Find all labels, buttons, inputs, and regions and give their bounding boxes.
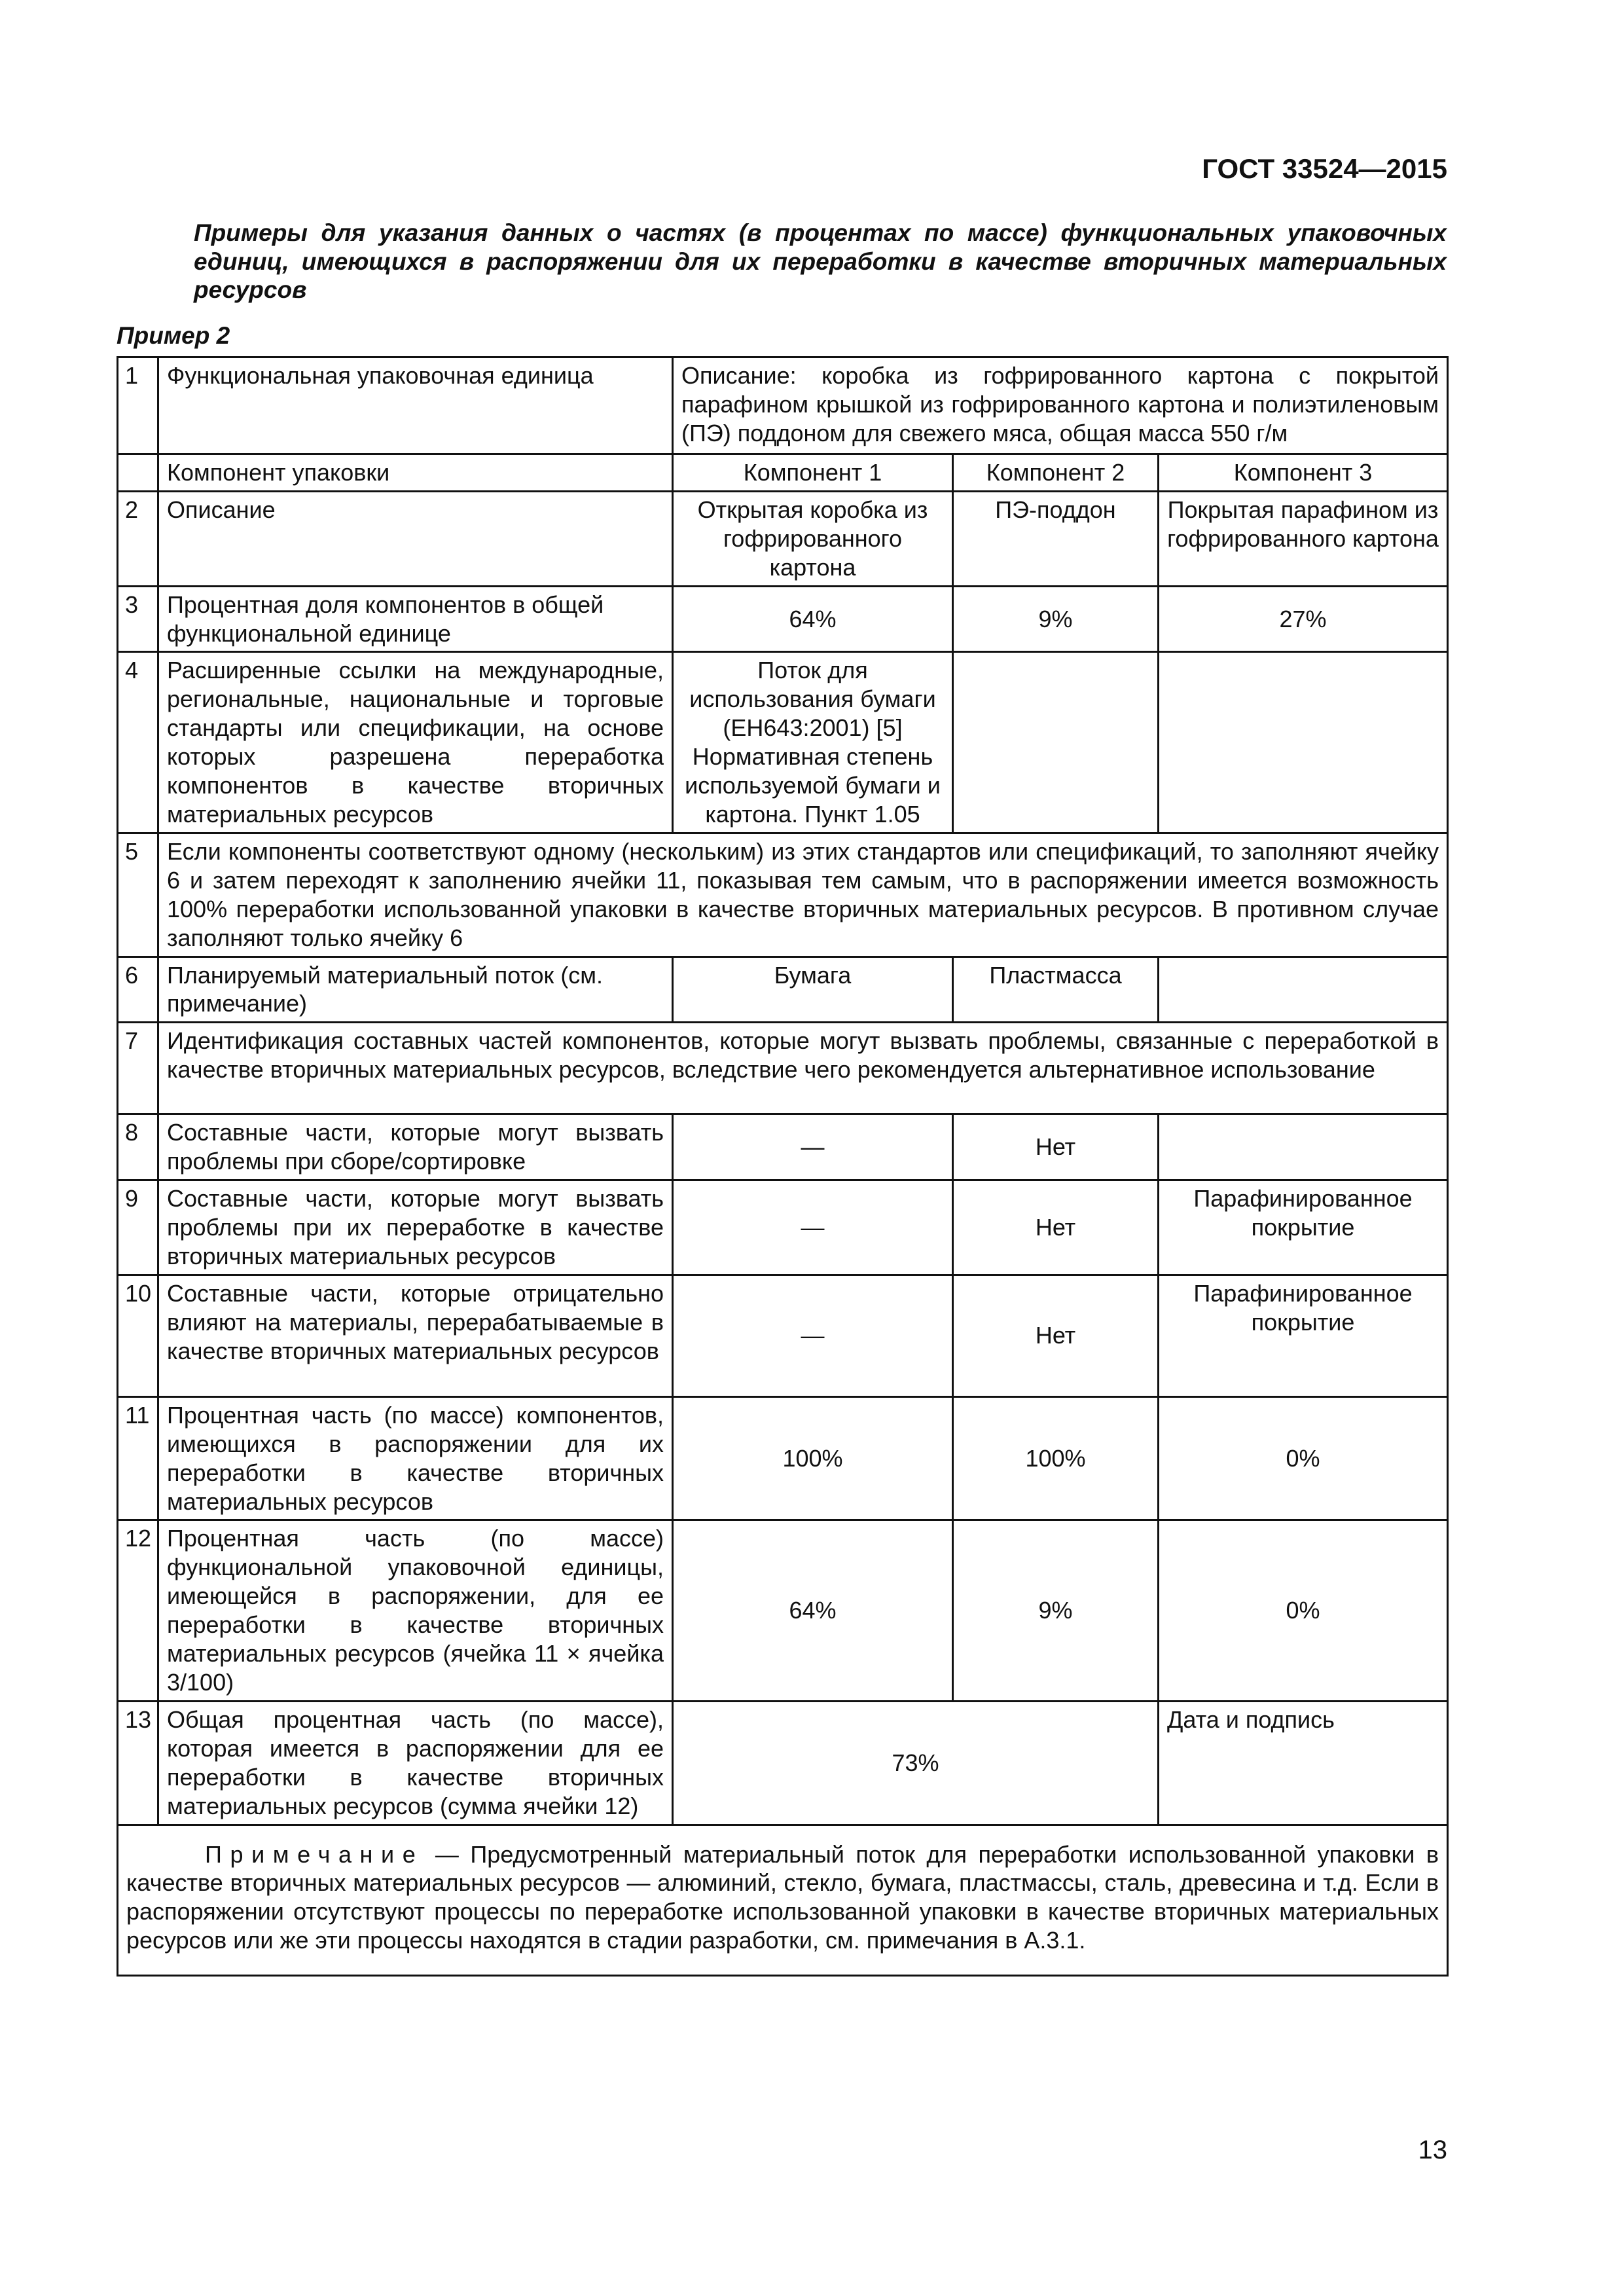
cell-c1: Поток для использования бумаги (ЕН643:2001) [5] Нормативная степень используемой бумаги и картона. Пункт 1.05	[673, 652, 953, 833]
cell-c1: —	[673, 1180, 953, 1275]
row-label: Планируемый материальный поток (см. примечание)	[158, 957, 673, 1023]
row-number: 7	[118, 1023, 158, 1114]
row-label: Составные части, которые отрицательно влияют на материалы, перерабатываемые в качестве вторичных материальных ресурсов	[158, 1275, 673, 1396]
table-row	[118, 833, 1448, 957]
row-number: 2	[118, 491, 158, 586]
cell-c3: 0%	[1159, 1520, 1448, 1701]
table-row	[118, 1701, 1448, 1825]
row-number: 9	[118, 1180, 158, 1275]
table-row	[118, 1180, 1448, 1275]
cell-c2: Нет	[953, 1180, 1159, 1275]
cell-c1: Бумага	[673, 957, 953, 1023]
table-row	[118, 652, 1448, 833]
cell-c2: Нет	[953, 1114, 1159, 1180]
component-header-label: Компонент упаковки	[158, 454, 673, 492]
cell-c1: 64%	[673, 1520, 953, 1701]
row-number: 11	[118, 1396, 158, 1520]
table-row	[118, 586, 1448, 652]
cell-c1: 100%	[673, 1396, 953, 1520]
unit-description: Описание: коробка из гофрированного картона с покрытой парафином крышкой из гофрированного картона и полиэтиленовым (ПЭ) поддоном для свежего мяса, общая масса 550 г/м	[673, 357, 1448, 454]
cell-c1: —	[673, 1114, 953, 1180]
row-label: Составные части, которые могут вызвать проблемы при их переработке в качестве вторичных материальных ресурсов	[158, 1180, 673, 1275]
cell-c1: —	[673, 1275, 953, 1396]
row-label: Описание	[158, 491, 673, 586]
document-id: ГОСТ 33524—2015	[1202, 153, 1447, 184]
instruction-text: Идентификация составных частей компонентов, которые могут вызвать проблемы, связанные с переработкой в качестве вторичных материальных ресурсов, вследствие чего рекомендуется альтернативное использование	[158, 1023, 1448, 1114]
cell-c3	[1159, 957, 1448, 1023]
cell-c2: 9%	[953, 1520, 1159, 1701]
table-row	[118, 1114, 1448, 1180]
cell-c2: 100%	[953, 1396, 1159, 1520]
cell-c2: ПЭ-поддон	[953, 491, 1159, 586]
row-number: 6	[118, 957, 158, 1023]
row-label: Расширенные ссылки на международные, региональные, национальные и торговые стандарты или спецификации, на основе которых разрешена переработка компонентов в качестве вторичных материальных ресурсов	[158, 652, 673, 833]
table-row	[118, 1023, 1448, 1114]
example-title: Пример 2	[117, 322, 230, 349]
cell-c1: 64%	[673, 586, 953, 652]
cell-c3: Парафинированное покрытие	[1159, 1180, 1448, 1275]
table-row	[118, 357, 1448, 454]
component-2-header: Компонент 2	[953, 454, 1159, 492]
row-label: Функциональная упаковочная единица	[158, 357, 673, 454]
cell-c3: 0%	[1159, 1396, 1448, 1520]
row-number: 4	[118, 652, 158, 833]
row-label: Процентная часть (по массе) компонентов, имеющихся в распоряжении для их переработки в качестве вторичных материальных ресурсов	[158, 1396, 673, 1520]
page-number: 13	[1418, 2136, 1447, 2164]
table-row	[118, 1396, 1448, 1520]
row-number: 13	[118, 1701, 158, 1825]
row-label: Составные части, которые могут вызвать проблемы при сборе/сортировке	[158, 1114, 673, 1180]
table-row	[118, 1520, 1448, 1701]
table-note	[118, 1825, 1448, 1976]
row-label: Процентная часть (по массе) функциональной упаковочной единицы, имеющейся в распоряжении, для ее переработки в качестве вторичных материальных ресурсов (ячейка 11 × ячейка 3/100)	[158, 1520, 673, 1701]
table-row	[118, 1825, 1448, 1976]
row-number: 10	[118, 1275, 158, 1396]
intro-heading: Примеры для указания данных о частях (в процентах по массе) функциональных упаковочных единиц, имеющихся в распоряжении для их переработки в качестве вторичных материальных ресурсов	[194, 219, 1447, 304]
cell-c1: Открытая коробка из гофрированного картона	[673, 491, 953, 586]
table-row	[118, 957, 1448, 1023]
row-label: Общая процентная часть (по массе), которая имеется в распоряжении для ее переработки в качестве вторичных материальных ресурсов (сумма ячейки 12)	[158, 1701, 673, 1825]
row-number: 8	[118, 1114, 158, 1180]
note-text: — Предусмотренный материальный поток для переработки использованной упаковки в качестве вторичных материальных ресурсов — алюминий, стекло, бумага, пластмассы, сталь, древесина и т.д. Если в распоряжении отсутствуют процессы по переработке использованной упаковки в качестве вторичных материальных ресурсов или же эти процессы находятся в стадии разработки, см. примечания в А.3.1.	[126, 1840, 1439, 1954]
cell-c3	[1159, 652, 1448, 833]
recycling-table	[117, 356, 1449, 1977]
cell-c2: 9%	[953, 586, 1159, 652]
cell-c2: Пластмасса	[953, 957, 1159, 1023]
table-row	[118, 1275, 1448, 1396]
cell-c3	[1159, 1114, 1448, 1180]
row-number: 12	[118, 1520, 158, 1701]
cell-c2: Нет	[953, 1275, 1159, 1396]
cell-c3: 27%	[1159, 586, 1448, 652]
cell-c2	[953, 652, 1159, 833]
component-3-header: Компонент 3	[1159, 454, 1448, 492]
instruction-text: Если компоненты соответствуют одному (нескольким) из этих стандартов или спецификаций, то заполняют ячейку 6 и затем переходят к заполнению ячейки 11, показывая тем самым, что в распоряжении имеется возможность 100% переработки использованной упаковки в качестве вторичных материальных ресурсов. В противном случае заполняют только ячейку 6	[158, 833, 1448, 957]
component-1-header: Компонент 1	[673, 454, 953, 492]
row-number: 3	[118, 586, 158, 652]
row-number: 1	[118, 357, 158, 454]
table-row	[118, 454, 1448, 492]
table-row	[118, 491, 1448, 586]
cell-c3: Покрытая парафином из гофрированного картона	[1159, 491, 1448, 586]
row-number: 5	[118, 833, 158, 957]
total-value: 73%	[673, 1701, 1159, 1825]
row-label: Процентная доля компонентов в общей функциональной единице	[158, 586, 673, 652]
date-signature-cell: Дата и подпись	[1159, 1701, 1448, 1825]
note-label: Примечание	[205, 1840, 424, 1868]
cell-c3: Парафинированное покрытие	[1159, 1275, 1448, 1396]
